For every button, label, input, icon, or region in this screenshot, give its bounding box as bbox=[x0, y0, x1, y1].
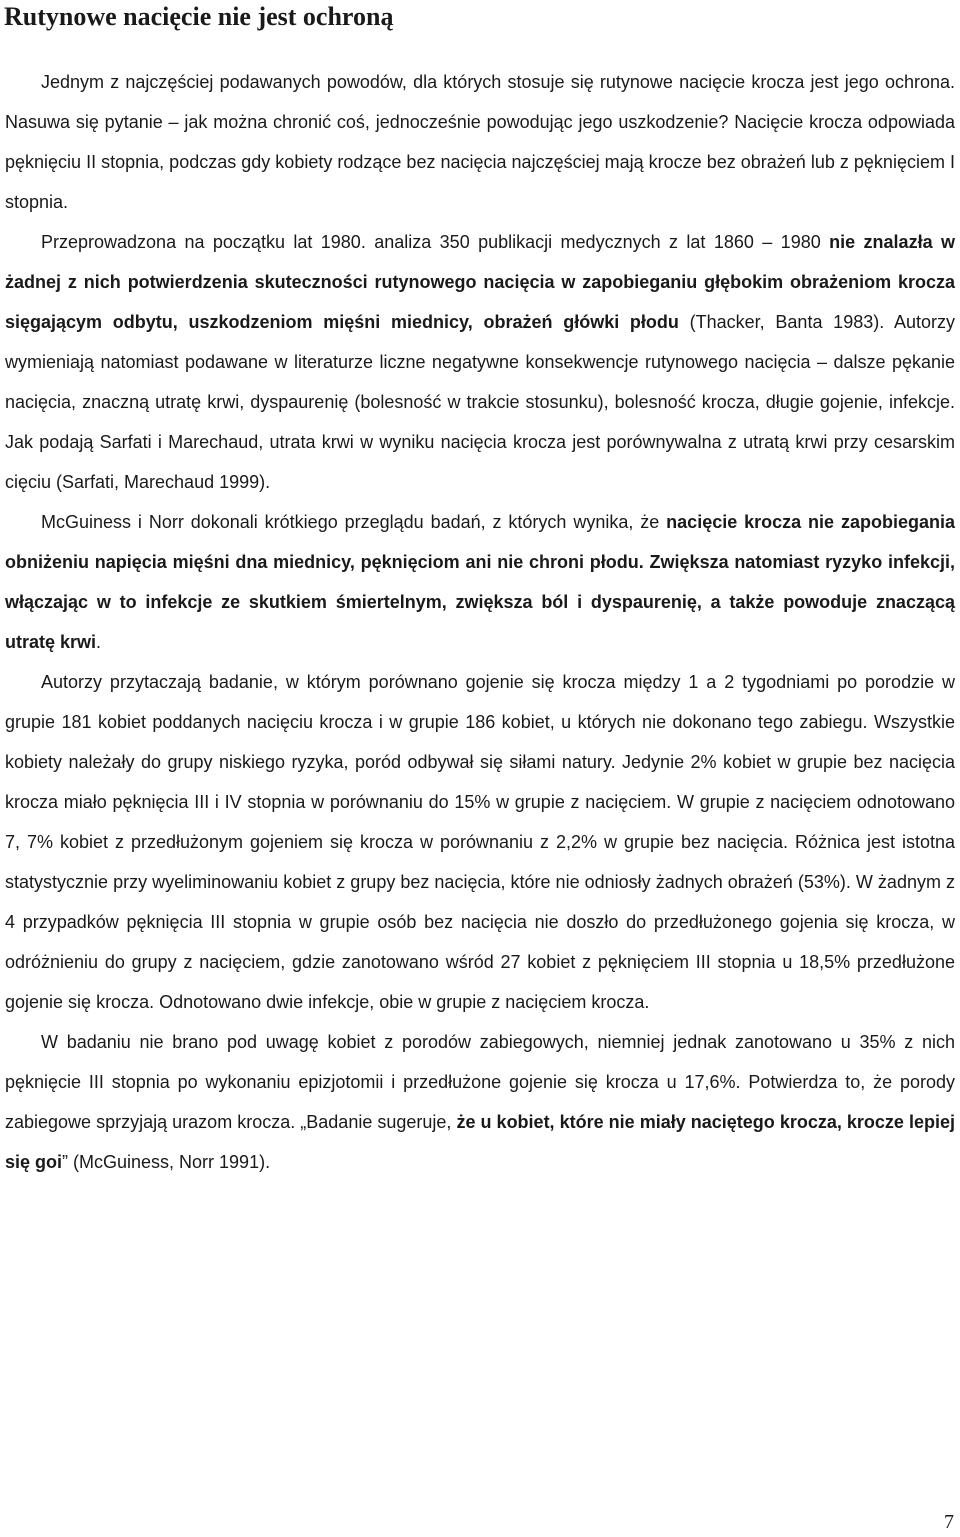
text-segment: (Thacker, Banta 1983). Autorzy wymieniają natomiast podawane w literaturze liczne negatywne konsekwencje rutynowego nacięcia – dalsze pękanie nacięcia, znaczną utratę krwi, dyspaurenię (bolesność w trakcie stosunku), bolesność krocza, długie gojenie, infekcje. Jak podają Sarfati i Marechaud, utrata krwi w wyniku nacięcia krocza jest porównywalna z utratą krwi przy cesarskim cięciu (Sarfati, Marechaud 1999). bbox=[5, 312, 955, 492]
paragraph-1 bbox=[5, 62, 955, 222]
text-segment: Przeprowadzona na początku lat 1980. analiza 350 publikacji medycznych z lat 1860 – 1980 bbox=[41, 232, 830, 252]
text-segment: ” (McGuiness, Norr 1991). bbox=[62, 1152, 271, 1172]
text-segment: . bbox=[96, 632, 102, 652]
paragraph-2 bbox=[5, 222, 955, 502]
text-segment: W badaniu nie brano pod uwagę kobiet z porodów zabiegowych, niemniej jednak zanotowano u 35% z nich pęknięcie III stopnia po wykonaniu epizjotomii i przedłużone gojenie się krocza u 17,6%. Potwierdza to, że porody zabiegowe sprzyjają urazom krocza. „Badanie sugeruje, bbox=[5, 1032, 955, 1132]
section-heading: Rutynowe nacięcie nie jest ochroną bbox=[4, 2, 394, 31]
body-text bbox=[5, 62, 955, 1182]
paragraph-4 bbox=[5, 662, 955, 1022]
paragraph-3 bbox=[5, 502, 955, 662]
text-segment: Jednym z najczęściej podawanych powodów, dla których stosuje się rutynowe nacięcie krocza jest jego ochrona. Nasuwa się pytanie – jak można chronić coś, jednocześnie powodując jego uszkodzenie? Nacięcie krocza odpowiada pęknięciu II stopnia, podczas gdy kobiety rodzące bez nacięcia najczęściej mają krocze bez obrażeń lub z pęknięciem I stopnia. bbox=[5, 72, 955, 212]
bold-text-segment: że u kobiet, które nie miały naciętego krocza, krocze lepiej się goi bbox=[5, 1112, 955, 1172]
text-segment: McGuiness i Norr dokonali krótkiego przeglądu badań, z których wynika, że bbox=[41, 512, 667, 532]
page-number: 7 bbox=[944, 1511, 954, 1533]
text-segment: Autorzy przytaczają badanie, w którym porównano gojenie się krocza między 1 a 2 tygodniami po porodzie w grupie 181 kobiet poddanych nacięciu krocza i w grupie 186 kobiet, u których nie dokonano tego zabiegu. Wszystkie kobiety należały do grupy niskiego ryzyka, poród odbywał się siłami natury. Jedynie 2% kobiet w grupie bez nacięcia krocza miało pęknięcia III i IV stopnia w porównaniu do 15% w grupie z nacięciem. W grupie z nacięciem odnotowano 7, 7% kobiet z przedłużonym gojeniem się krocza w porównaniu z 2,2% w grupie bez nacięcia. Różnica jest istotna statystycznie przy wyeliminowaniu kobiet z grupy bez nacięcia, które nie odniosły żadnych obrażeń (53%). W żadnym z 4 przypadków pęknięcia III stopnia w grupie osób bez nacięcia nie doszło do przedłużonego gojenia się krocza, w odróżnieniu do grupy z nacięciem, gdzie zanotowano wśród 27 kobiet z pęknięciem III stopnia u 18,5% przedłużone gojenie się krocza. Odnotowano dwie infekcje, obie w grupie z nacięciem krocza. bbox=[5, 672, 955, 1012]
bold-text-segment: nie znalazła w żadnej z nich potwierdzenia skuteczności rutynowego nacięcia w zapobieganiu głębokim obrażeniom krocza sięgającym odbytu, uszkodzeniom mięśni miednicy, obrażeń główki płodu bbox=[5, 232, 955, 332]
bold-text-segment: nacięcie krocza nie zapobiegania obniżeniu napięcia mięśni dna miednicy, pęknięciom ani nie chroni płodu. Zwiększa natomiast ryzyko infekcji, włączając w to infekcje ze skutkiem śmiertelnym, zwiększa ból i dyspaurenię, a także powoduje znaczącą utratę krwi bbox=[5, 512, 955, 652]
paragraph-5 bbox=[5, 1022, 955, 1182]
